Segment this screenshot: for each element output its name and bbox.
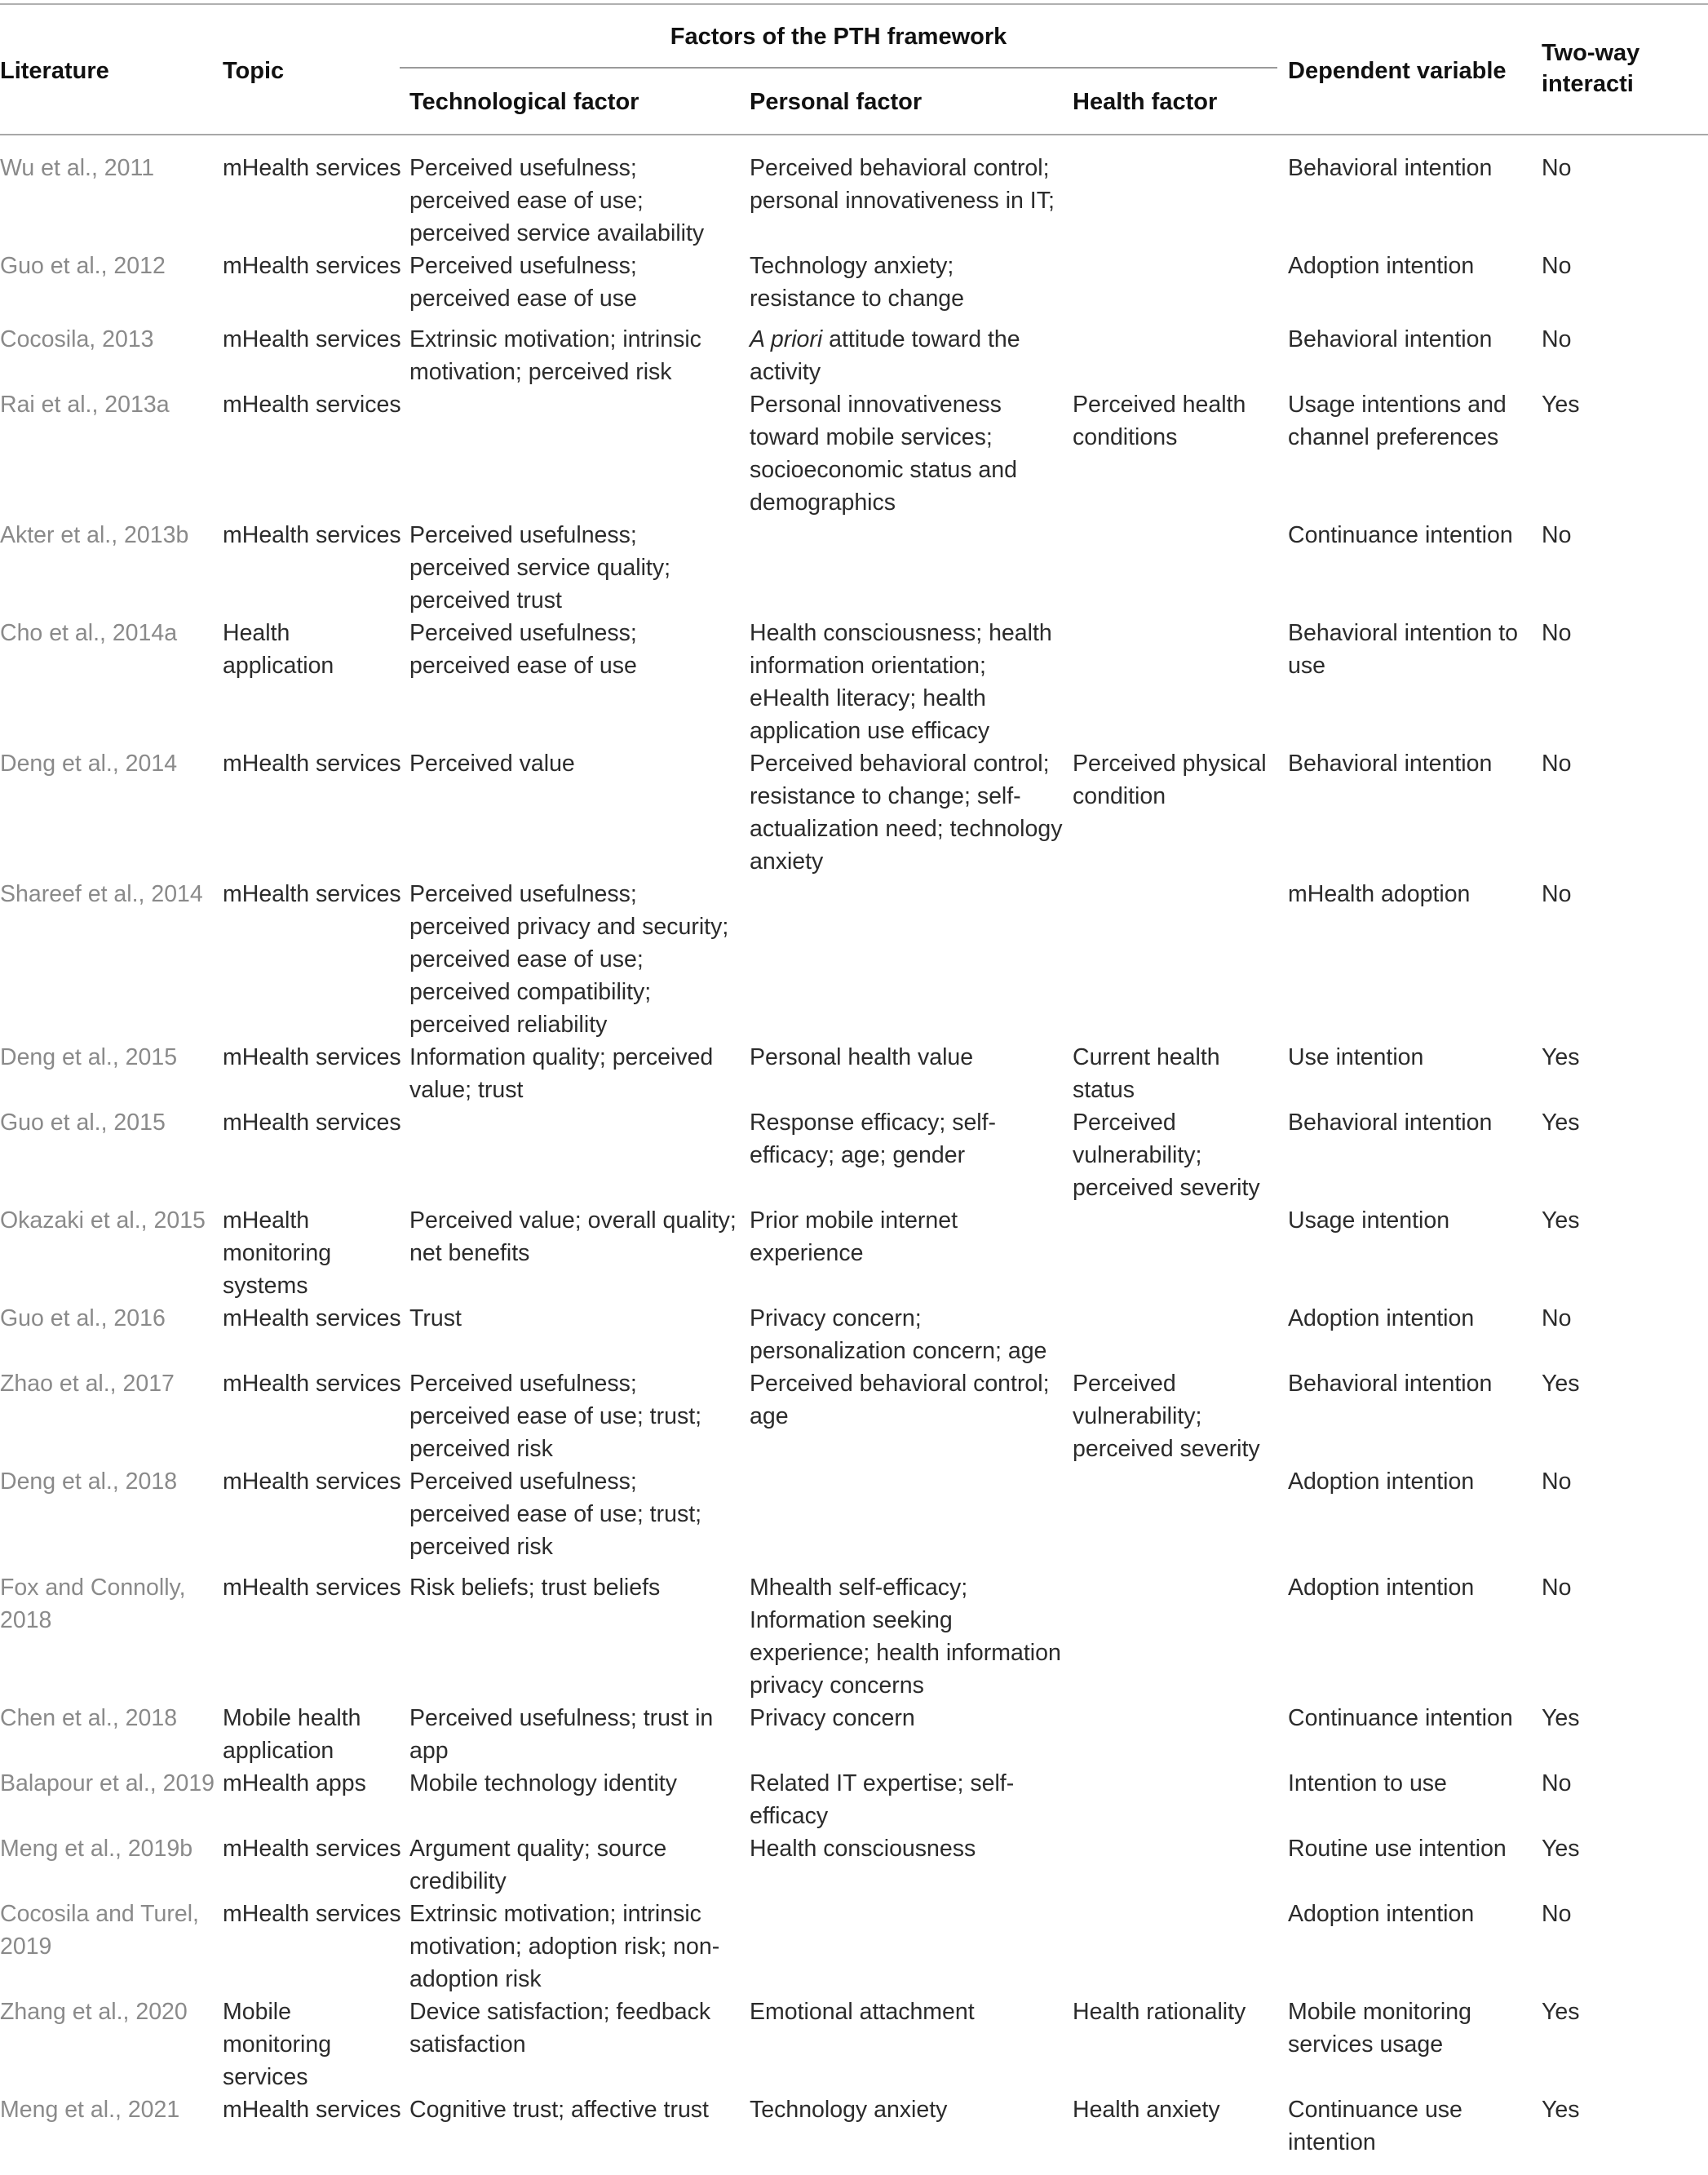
cell-health-factor: Perceived vulnerability; perceived severity xyxy=(1073,1110,1260,1201)
cell-technological-factor xyxy=(409,1106,750,1204)
cell-health-factor xyxy=(1073,1767,1288,1832)
cell-literature: Balapour et al., 2019 xyxy=(0,1770,215,1796)
cell-two-way-interaction: Yes xyxy=(1542,1110,1580,1136)
header-dependent: Dependent variable xyxy=(1288,58,1507,84)
cell-two-way-interaction: No xyxy=(1542,751,1572,777)
header-health: Health factor xyxy=(1073,89,1218,115)
cell-personal-factor: Privacy concern; personalization concern; age xyxy=(750,1305,1047,1364)
table-row xyxy=(0,878,1708,1041)
cell-literature: Rai et al., 2013a xyxy=(0,392,170,418)
cell-health-factor: Health anxiety xyxy=(1073,2097,1220,2123)
cell-literature: Meng et al., 2019b xyxy=(0,1836,193,1862)
cell-technological-factor: Cognitive trust; affective trust xyxy=(409,2097,709,2123)
cell-personal-factor xyxy=(750,878,1073,1041)
cell-dependent-variable: Behavioral intention xyxy=(1288,1371,1493,1397)
cell-health-factor xyxy=(1073,1465,1288,1571)
cell-literature: Chen et al., 2018 xyxy=(0,1705,178,1731)
cell-literature: Wu et al., 2011 xyxy=(0,155,155,181)
table-row xyxy=(0,1702,1708,1767)
cell-personal-factor: Prior mobile internet experience xyxy=(750,1207,958,1266)
cell-two-way-interaction: No xyxy=(1542,1305,1572,1331)
cell-dependent-variable: Behavioral intention xyxy=(1288,155,1493,181)
cell-dependent-variable: Continuance use intention xyxy=(1288,2097,1462,2155)
cell-technological-factor: Risk beliefs; trust beliefs xyxy=(409,1575,661,1601)
cell-personal-factor xyxy=(750,323,1073,388)
italic-term: A priori xyxy=(750,326,823,352)
cell-dependent-variable: Continuance intention xyxy=(1288,1705,1513,1731)
cell-health-factor xyxy=(1073,519,1288,617)
cell-two-way-interaction: No xyxy=(1542,881,1572,907)
cell-topic: mHealth services xyxy=(223,326,401,352)
personal-factor-text: attitude toward the activity xyxy=(750,326,1020,385)
cell-topic: mHealth apps xyxy=(223,1770,366,1796)
cell-two-way-interaction: No xyxy=(1542,620,1572,646)
cell-health-factor xyxy=(1073,152,1288,250)
cell-two-way-interaction: Yes xyxy=(1542,1207,1580,1234)
cell-two-way-interaction: No xyxy=(1542,1468,1572,1495)
cell-two-way-interaction: No xyxy=(1542,253,1572,279)
cell-technological-factor: Perceived value xyxy=(409,751,575,777)
cell-technological-factor xyxy=(409,388,750,519)
cell-dependent-variable: Behavioral intention xyxy=(1288,751,1493,777)
cell-topic: Health application xyxy=(223,620,334,679)
cell-two-way-interaction: No xyxy=(1542,1770,1572,1796)
cell-literature: Akter et al., 2013b xyxy=(0,522,189,548)
table-top-rule xyxy=(0,3,1708,5)
cell-health-factor: Health rationality xyxy=(1073,1999,1246,2025)
cell-two-way-interaction: Yes xyxy=(1542,2097,1580,2123)
cell-technological-factor: Perceived usefulness; perceived ease of use; trust; perceived risk xyxy=(409,1468,702,1560)
cell-personal-factor: Health consciousness xyxy=(750,1836,976,1862)
cell-literature: Shareef et al., 2014 xyxy=(0,881,203,907)
cell-literature: Deng et al., 2015 xyxy=(0,1044,178,1070)
header-two-way-line1: Two-way xyxy=(1542,40,1640,66)
cell-two-way-interaction: Yes xyxy=(1542,392,1580,418)
cell-topic: mHealth services xyxy=(223,881,401,907)
header-technological: Technological factor xyxy=(409,89,639,115)
cell-technological-factor: Information quality; perceived value; trust xyxy=(409,1044,714,1103)
cell-personal-factor: Perceived behavioral control; age xyxy=(750,1371,1050,1429)
cell-literature: Cho et al., 2014a xyxy=(0,620,178,646)
cell-technological-factor: Argument quality; source credibility xyxy=(409,1836,667,1894)
table-row xyxy=(0,152,1708,250)
cell-health-factor xyxy=(1073,1832,1288,1898)
table-row xyxy=(0,1041,1708,1106)
table-row xyxy=(0,250,1708,323)
cell-literature: Guo et al., 2015 xyxy=(0,1110,166,1136)
cell-dependent-variable: Usage intention xyxy=(1288,1207,1450,1234)
cell-technological-factor: Perceived usefulness; perceived privacy and security; perceived ease of use; perceived compatibility; perceived reliability xyxy=(409,881,729,1038)
cell-literature: Deng et al., 2018 xyxy=(0,1468,178,1495)
cell-two-way-interaction: No xyxy=(1542,1575,1572,1601)
cell-two-way-interaction: Yes xyxy=(1542,1705,1580,1731)
cell-literature: Cocosila, 2013 xyxy=(0,326,154,352)
cell-dependent-variable: Adoption intention xyxy=(1288,253,1475,279)
cell-dependent-variable: Adoption intention xyxy=(1288,1901,1475,1927)
cell-personal-factor xyxy=(750,1898,1073,1996)
cell-topic: mHealth services xyxy=(223,253,401,279)
cell-technological-factor: Perceived usefulness; perceived ease of use; perceived service availability xyxy=(409,155,705,246)
cell-health-factor xyxy=(1073,1898,1288,1996)
cell-personal-factor: Technology anxiety; resistance to change xyxy=(750,253,964,312)
table-row xyxy=(0,519,1708,617)
cell-personal-factor: Perceived behavioral control; personal innovativeness in IT; xyxy=(750,155,1055,214)
cell-dependent-variable: Behavioral intention to use xyxy=(1288,620,1519,679)
cell-health-factor xyxy=(1073,250,1288,323)
cell-literature: Cocosila and Turel, 2019 xyxy=(0,1901,199,1960)
cell-literature: Zhao et al., 2017 xyxy=(0,1371,175,1397)
cell-two-way-interaction: No xyxy=(1542,1901,1572,1927)
cell-health-factor xyxy=(1073,323,1288,388)
cell-literature: Okazaki et al., 2015 xyxy=(0,1207,206,1234)
cell-dependent-variable: Behavioral intention xyxy=(1288,326,1493,352)
cell-dependent-variable: Adoption intention xyxy=(1288,1305,1475,1331)
cell-personal-factor: Mhealth self-efficacy; Information seeking experience; health information privacy concerns xyxy=(750,1575,1061,1699)
table-row xyxy=(0,747,1708,878)
cell-health-factor: Current health status xyxy=(1073,1044,1220,1103)
cell-topic: mHealth services xyxy=(223,392,401,418)
table-row xyxy=(0,617,1708,747)
cell-personal-factor xyxy=(750,519,1073,617)
cell-topic: mHealth services xyxy=(223,1901,401,1927)
table-row xyxy=(0,1996,1708,2093)
cell-literature: Meng et al., 2021 xyxy=(0,2097,180,2123)
cell-topic: mHealth services xyxy=(223,1371,401,1397)
cell-health-factor xyxy=(1073,617,1288,747)
table-row xyxy=(0,1367,1708,1465)
table-row xyxy=(0,1571,1708,1702)
cell-technological-factor: Perceived usefulness; trust in app xyxy=(409,1705,714,1764)
header-literature: Literature xyxy=(0,58,109,84)
cell-two-way-interaction: No xyxy=(1542,326,1572,352)
cell-technological-factor: Perceived usefulness; perceived ease of use xyxy=(409,620,637,679)
cell-health-factor: Perceived physical condition xyxy=(1073,751,1267,809)
cell-topic: mHealth services xyxy=(223,1836,401,1862)
cell-literature: Guo et al., 2012 xyxy=(0,253,166,279)
cell-dependent-variable: Routine use intention xyxy=(1288,1836,1507,1862)
header-topic: Topic xyxy=(223,58,285,84)
cell-dependent-variable: Use intention xyxy=(1288,1044,1424,1070)
cell-literature: Guo et al., 2016 xyxy=(0,1305,166,1331)
cell-two-way-interaction: Yes xyxy=(1542,1836,1580,1862)
table-row xyxy=(0,388,1708,519)
cell-literature: Deng et al., 2014 xyxy=(0,751,178,777)
cell-dependent-variable: mHealth adoption xyxy=(1288,881,1471,907)
cell-health-factor xyxy=(1073,878,1288,1041)
cell-topic: mHealth services xyxy=(223,1305,401,1331)
table-row xyxy=(0,1832,1708,1898)
cell-topic: mHealth services xyxy=(223,1468,401,1495)
cell-two-way-interaction: Yes xyxy=(1542,1044,1580,1070)
cell-topic: Mobile monitoring services xyxy=(223,1999,332,2090)
cell-personal-factor: Emotional attachment xyxy=(750,1999,975,2025)
cell-personal-factor: Technology anxiety xyxy=(750,2097,948,2123)
cell-topic: mHealth services xyxy=(223,751,401,777)
table-row xyxy=(0,1898,1708,1996)
table-row xyxy=(0,1204,1708,1302)
cell-personal-factor xyxy=(750,1465,1073,1571)
cell-health-factor: Perceived vulnerability; perceived severity xyxy=(1073,1371,1260,1462)
cell-personal-factor: Response efficacy; self-efficacy; age; gender xyxy=(750,1110,997,1168)
cell-literature: Fox and Connolly, 2018 xyxy=(0,1575,186,1633)
cell-technological-factor: Mobile technology identity xyxy=(409,1770,677,1796)
cell-personal-factor: Personal health value xyxy=(750,1044,974,1070)
cell-technological-factor: Trust xyxy=(409,1305,462,1331)
cell-two-way-interaction: Yes xyxy=(1542,1371,1580,1397)
table-row xyxy=(0,1767,1708,1832)
cell-topic: mHealth services xyxy=(223,155,401,181)
cell-technological-factor: Device satisfaction; feedback satisfaction xyxy=(409,1999,711,2058)
cell-personal-factor: Personal innovativeness toward mobile services; socioeconomic status and demographics xyxy=(750,392,1017,516)
header-two-way-line2: interacti xyxy=(1542,71,1634,97)
cell-dependent-variable: Behavioral intention xyxy=(1288,1110,1493,1136)
table-row xyxy=(0,323,1708,388)
cell-dependent-variable: Usage intentions and channel preferences xyxy=(1288,392,1507,450)
cell-health-factor xyxy=(1073,1702,1288,1767)
cell-health-factor xyxy=(1073,1302,1288,1367)
literature-table xyxy=(0,152,1708,2175)
cell-health-factor xyxy=(1073,1204,1288,1302)
cell-personal-factor: Privacy concern xyxy=(750,1705,915,1731)
cell-personal-factor: Health consciousness; health information orientation; eHealth literacy; health application use efficacy xyxy=(750,620,1052,744)
cell-topic: mHealth services xyxy=(223,1044,401,1070)
cell-dependent-variable: Adoption intention xyxy=(1288,1468,1475,1495)
cell-topic: mHealth services xyxy=(223,2097,401,2123)
cell-two-way-interaction: No xyxy=(1542,155,1572,181)
header-personal: Personal factor xyxy=(750,89,923,115)
cell-health-factor: Perceived health conditions xyxy=(1073,392,1246,450)
cell-personal-factor: Related IT expertise; self-efficacy xyxy=(750,1770,1015,1829)
cell-dependent-variable: Intention to use xyxy=(1288,1770,1447,1796)
cell-dependent-variable: Mobile monitoring services usage xyxy=(1288,1999,1471,2058)
header-factors-group: Factors of the PTH framework xyxy=(670,24,1007,50)
cell-dependent-variable: Continuance intention xyxy=(1288,522,1513,548)
cell-topic: mHealth services xyxy=(223,1575,401,1601)
cell-dependent-variable: Adoption intention xyxy=(1288,1575,1475,1601)
cell-technological-factor: Perceived usefulness; perceived service quality; perceived trust xyxy=(409,522,670,614)
cell-topic: Mobile health application xyxy=(223,1705,361,1764)
cell-topic: mHealth monitoring systems xyxy=(223,1207,332,1299)
cell-technological-factor: Extrinsic motivation; intrinsic motivation; adoption risk; non-adoption risk xyxy=(409,1901,720,1992)
factors-group-rule xyxy=(400,67,1277,69)
cell-technological-factor: Perceived usefulness; perceived ease of use; trust; perceived risk xyxy=(409,1371,702,1462)
header-bottom-rule xyxy=(0,134,1708,135)
cell-literature: Zhang et al., 2020 xyxy=(0,1999,188,2025)
cell-technological-factor: Extrinsic motivation; intrinsic motivation; perceived risk xyxy=(409,326,701,385)
table-row xyxy=(0,1106,1708,1204)
table-row xyxy=(0,1465,1708,1571)
cell-topic: mHealth services xyxy=(223,1110,401,1136)
cell-technological-factor: Perceived value; overall quality; net benefits xyxy=(409,1207,737,1266)
cell-health-factor xyxy=(1073,1571,1288,1702)
cell-personal-factor: Perceived behavioral control; resistance to change; self-actualization need; technology anxiety xyxy=(750,751,1063,875)
cell-two-way-interaction: Yes xyxy=(1542,1999,1580,2025)
cell-technological-factor: Perceived usefulness; perceived ease of use xyxy=(409,253,637,312)
cell-topic: mHealth services xyxy=(223,522,401,548)
cell-two-way-interaction: No xyxy=(1542,522,1572,548)
table-row xyxy=(0,2093,1708,2175)
table-row xyxy=(0,1302,1708,1367)
